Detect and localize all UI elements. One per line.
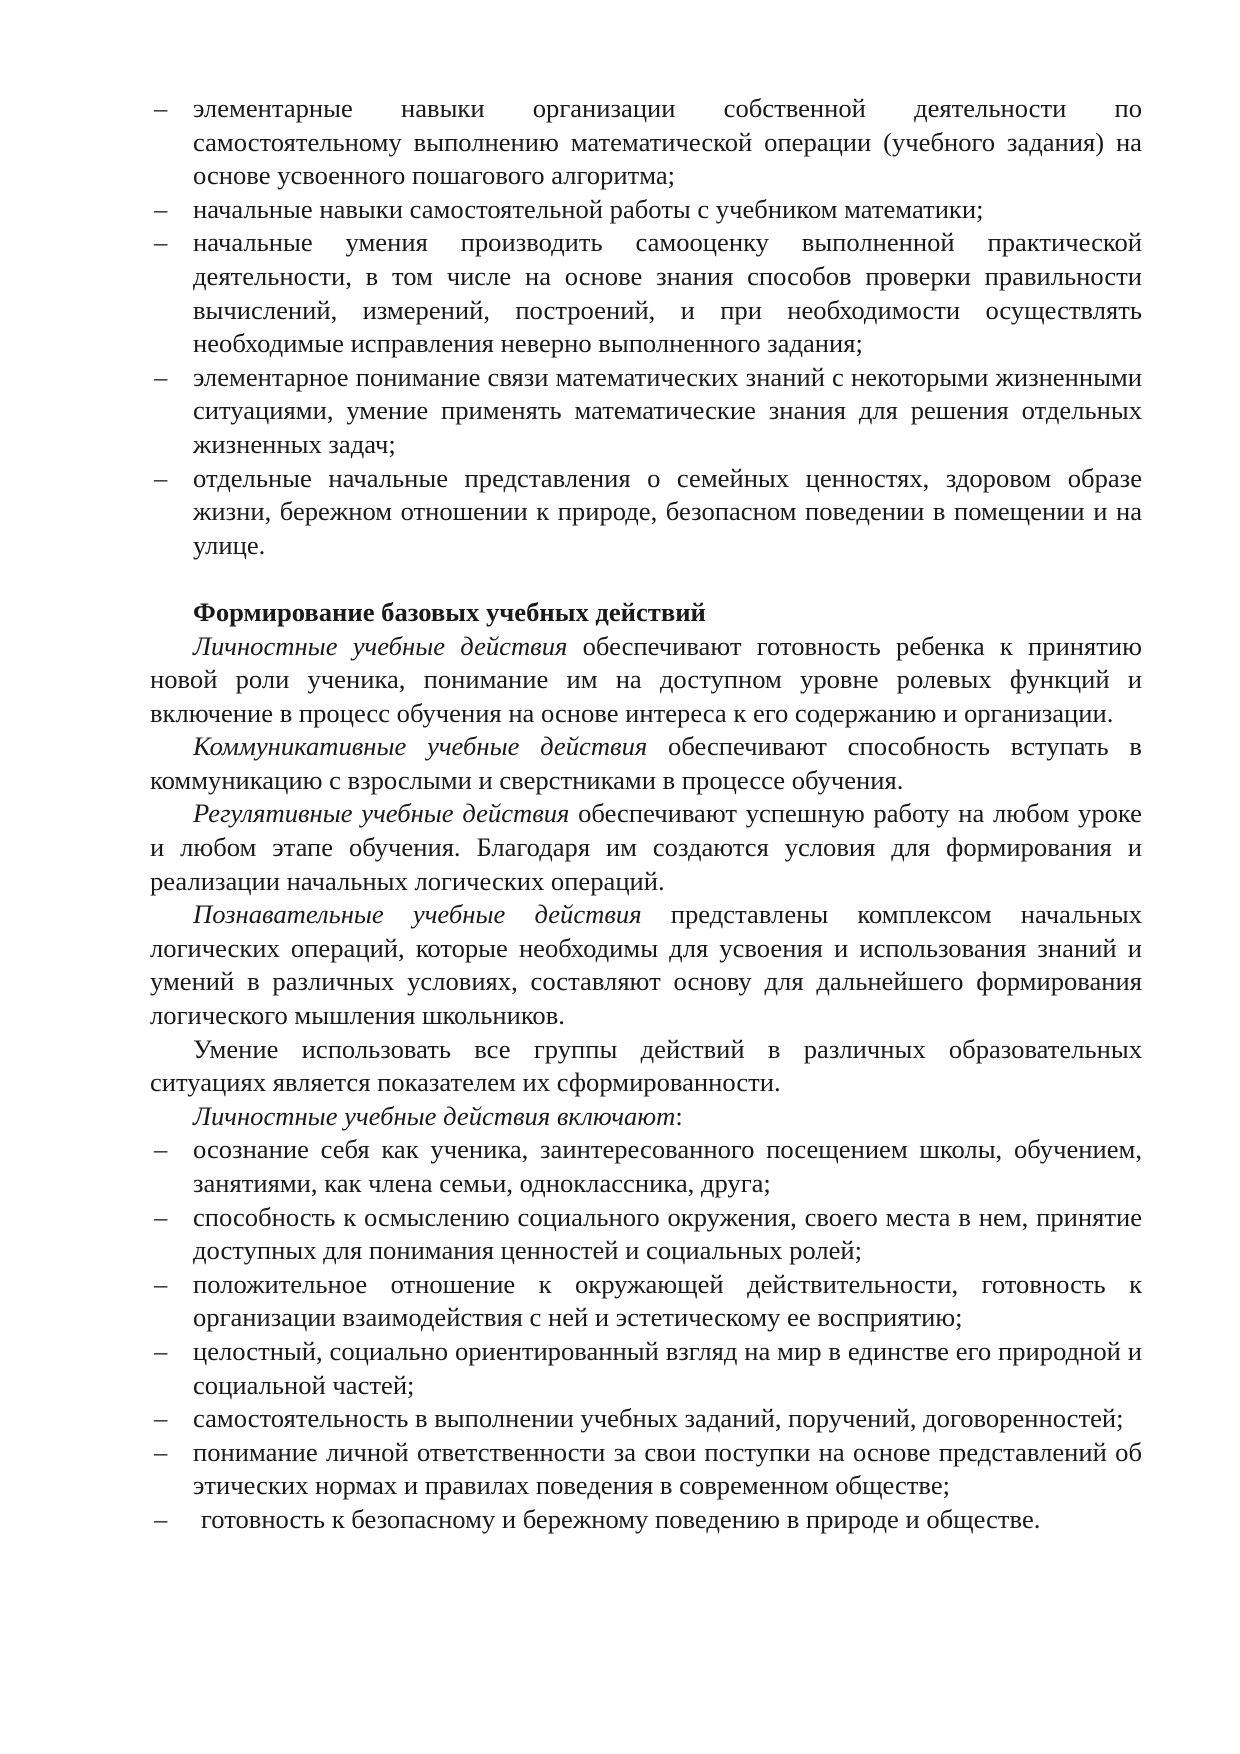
paragraph-body: обеспечивают готовность ребенка к принятию новой роли ученика, понимание им на доступном уровне ролевых функций и включение в процесс обучения на основе интереса к его содержанию и организации. (150, 630, 1142, 728)
paragraph-communicative (150, 730, 1142, 797)
paragraph-body: обеспечивают способность вступать в коммуникацию с взрослыми и сверстниками в процессе обучения. (150, 731, 1142, 795)
dash-marker: – (154, 462, 168, 493)
list-item (150, 1335, 1142, 1402)
dash-marker: – (154, 193, 168, 224)
dash-marker: – (154, 1436, 168, 1467)
paragraph-lead-italic: Регулятивные учебные действия (193, 798, 570, 829)
document-page (150, 92, 1142, 1537)
paragraph-includes (150, 1100, 1142, 1134)
section-heading: Формирование базовых учебных действий (193, 596, 706, 627)
dash-marker: – (154, 93, 168, 123)
list-item-text: целостный, социально ориентированный взгляд на мир в единстве его природной и социальной частей; (193, 1335, 1142, 1400)
list-item (150, 1133, 1142, 1200)
paragraph-body: представлены комплексом начальных логических операций, которые необходимы для усвоения и использования знаний и умений в различных условиях, составляют основу для дальнейшего формирования логического мышления школьников. (150, 899, 1142, 1031)
list-item (150, 1402, 1142, 1436)
dash-marker: – (154, 1268, 168, 1299)
paragraph-body: Умение использовать все группы действий в различных образовательных ситуациях является показателем их сформированности. (150, 1033, 1142, 1098)
dash-marker: – (154, 1134, 168, 1165)
list-item (150, 92, 1142, 193)
list-item (150, 193, 1142, 227)
personal-actions-list (150, 1133, 1142, 1536)
list-item-text: начальные умения производить самооценку выполненной практической деятельности, в том числе на основе знания способов проверки правильности вычислений, измерений, построений, и при необходимости осуществлять необходимые исправления неверно выполненного задания; (193, 227, 1142, 359)
list-item (150, 1503, 1142, 1537)
paragraph-regulatory (150, 797, 1142, 898)
list-item-text: элементарное понимание связи математических знаний с некоторыми жизненными ситуациями, умение применять математические знания для решения отдельных жизненных задач; (193, 361, 1142, 459)
paragraph-lead-italic: Познавательные учебные действия (193, 899, 642, 930)
list-item (150, 462, 1142, 563)
paragraph-lead-italic: Личностные учебные действия включают (193, 1100, 676, 1131)
list-item-text: способность к осмыслению социального окружения, своего места в нем, принятие доступных для понимания ценностей и социальных ролей; (193, 1201, 1142, 1266)
paragraph-body: обеспечивают успешную работу на любом уроке и любом этапе обучения. Благодаря им создаются условия для формирования и реализации начальных логических операций. (150, 798, 1142, 896)
list-item-text: понимание личной ответственности за свои поступки на основе представлений об этических нормах и правилах поведения в современном обществе; (193, 1436, 1142, 1501)
dash-marker: – (154, 227, 168, 258)
paragraph-cognitive (150, 898, 1142, 1032)
list-item-text: готовность к безопасному и бережному поведению в природе и обществе. (201, 1503, 1041, 1534)
list-item-text: самостоятельность в выполнении учебных заданий, поручений, договоренностей; (193, 1403, 1124, 1434)
blank-line (150, 562, 1142, 596)
list-item (150, 1436, 1142, 1503)
list-item (150, 361, 1142, 462)
paragraph-personal (150, 630, 1142, 731)
list-item-text: элементарные навыки организации собственной деятельности по самостоятельному выполнению математической операции (учебного задания) на основе усвоенного пошагового алгоритма; (193, 93, 1142, 191)
paragraph-body: : (675, 1100, 683, 1131)
dash-marker: – (154, 1403, 168, 1434)
outcomes-list (150, 92, 1142, 562)
list-item-text: положительное отношение к окружающей действительности, готовность к организации взаимодействия с ней и эстетическому ее восприятию; (193, 1268, 1142, 1333)
list-item (150, 1268, 1142, 1335)
paragraph-skills (150, 1033, 1142, 1100)
list-item-text: осознание себя как ученика, заинтересованного посещением школы, обучением, занятиями, как члена семьи, одноклассника, друга; (193, 1134, 1142, 1198)
list-item (150, 226, 1142, 360)
dash-marker: – (154, 1503, 168, 1534)
dash-marker: – (154, 1335, 168, 1366)
paragraph-lead-italic: Коммуникативные учебные действия (193, 731, 648, 762)
dash-marker: – (154, 361, 168, 392)
list-item-text: отдельные начальные представления о семейных ценностях, здоровом образе жизни, бережном отношении к природе, безопасном поведении в помещении и на улице. (193, 462, 1142, 560)
dash-marker: – (154, 1201, 168, 1232)
list-item (150, 1201, 1142, 1268)
paragraph-lead-italic: Личностные учебные действия (193, 630, 568, 661)
list-item-text: начальные навыки самостоятельной работы с учебником математики; (193, 193, 984, 224)
